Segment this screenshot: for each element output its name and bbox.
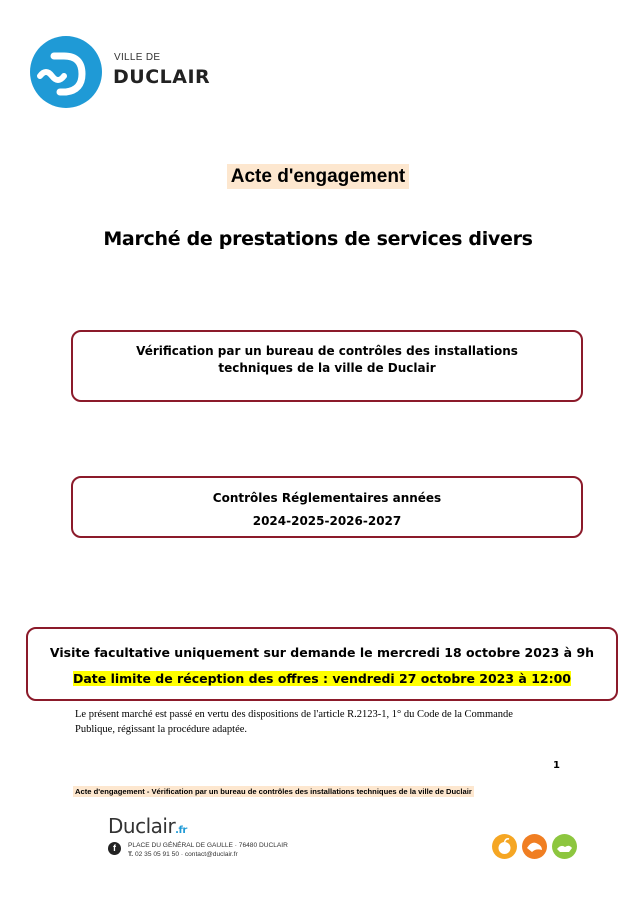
footer-address bbox=[128, 841, 288, 859]
logo-title: DUCLAIR bbox=[113, 66, 211, 88]
duclair-logo-icon bbox=[30, 36, 102, 108]
deadline-info: Date limite de réception des offres : vendredi 27 octobre 2023 à 12:00 bbox=[72, 671, 572, 686]
legal-line-2: Publique, régissant la procédure adaptée. bbox=[75, 724, 248, 735]
object-box bbox=[71, 330, 583, 402]
bird-icon bbox=[522, 834, 547, 859]
legal-line-1: Le présent marché est passé en vertu des dispositions de l'article R.2123-1, 1° du Code de la Commande bbox=[75, 709, 513, 720]
apple-icon bbox=[492, 834, 517, 859]
footer-brand-name: Duclair bbox=[108, 814, 176, 838]
years-label: Contrôles Réglementaires années bbox=[212, 491, 442, 505]
years-value: 2024-2025-2026-2027 bbox=[252, 514, 402, 528]
page-title bbox=[0, 166, 636, 188]
footer-address-line: PLACE DU GÉNÉRAL DE GAULLE · 76480 DUCLAIR bbox=[128, 842, 288, 849]
dates-box bbox=[26, 627, 618, 701]
object-line-2: techniques de la ville de Duclair bbox=[218, 361, 436, 375]
hands-icon bbox=[552, 834, 577, 859]
visit-info: Visite facultative uniquement sur demande le mercredi 18 octobre 2023 à 9h bbox=[49, 645, 595, 660]
city-logo bbox=[30, 36, 220, 108]
footer-brand-suffix: .fr bbox=[175, 825, 187, 836]
object-line-1: Vérification par un bureau de contrôles des installations bbox=[136, 344, 518, 358]
years-box bbox=[71, 476, 583, 538]
footer-document-title: Acte d'engagement - Vérification par un bureau de contrôles des installations techniques de la ville de Duclair bbox=[75, 787, 472, 796]
legal-notice bbox=[75, 707, 555, 737]
footer-phone-prefix: T. bbox=[128, 851, 134, 858]
facebook-icon[interactable]: f bbox=[108, 842, 121, 855]
logo-subtitle: VILLE DE bbox=[114, 52, 161, 63]
page-subtitle: Marché de prestations de services divers bbox=[103, 228, 533, 250]
footer-contact: 02 35 05 91 50 · contact@duclair.fr bbox=[134, 851, 238, 858]
page-number: 1 bbox=[553, 760, 560, 771]
page-title-text: Acte d'engagement bbox=[227, 164, 410, 189]
footer-brand bbox=[108, 814, 187, 838]
